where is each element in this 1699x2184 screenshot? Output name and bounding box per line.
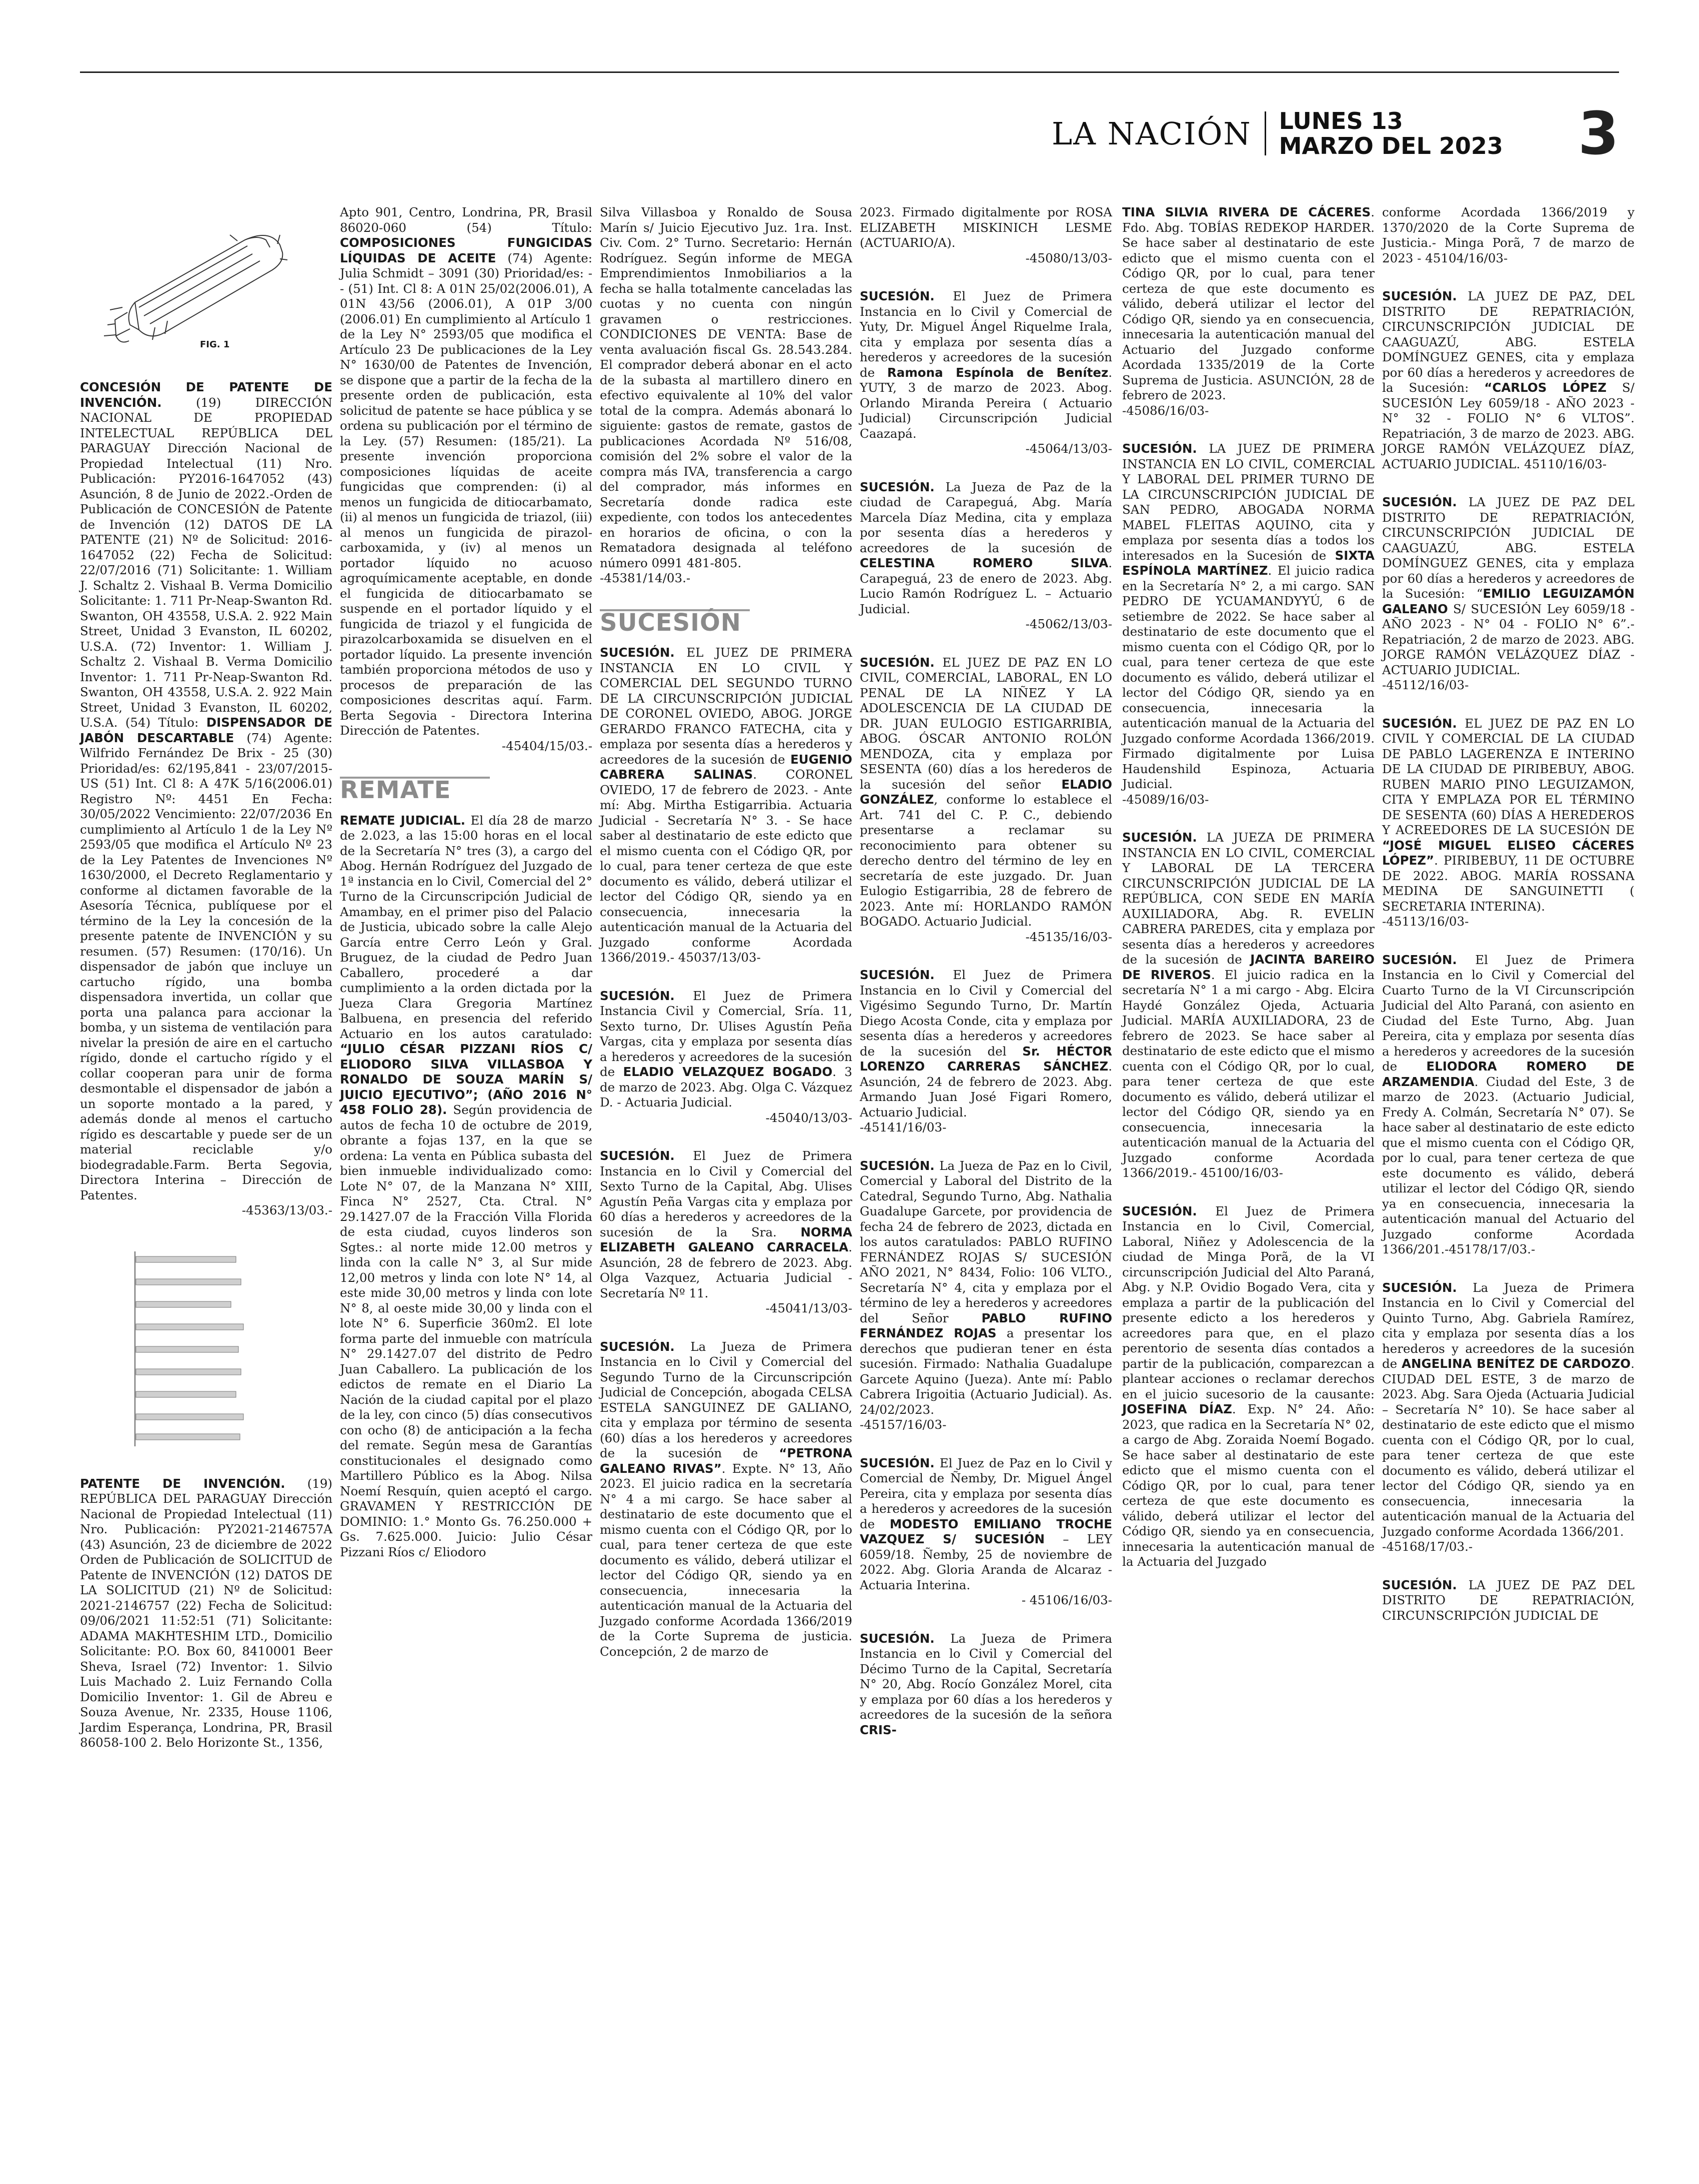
notice-sucesion: SUCESIÓN. LA JUEZ DE PAZ, DEL DISTRITO DE REPATRIACIÓN, CIRCUNSCRIPCIÓN JUDICIAL DE CAAGUAZÚ, ABG. ESTELA DOMÍNGUEZ GENES, cita y emplaza por 60 días a herederos y acreedores de la Sucesión: “CARLOS LÓPEZ S/ SUCESIÓN Ley 6059/18 - AÑO 2023 - N° 32 - FOLIO N° 6 VLTOS”. Repatriación, 3 de marzo de 2023. ABG. JORGE RAMÓN VELÁZQUEZ DÍAZ, ACTUARIO JUDICIAL. 45110/16/03- [1382, 289, 1635, 471]
notice-patent-application: PATENTE DE INVENCIÓN. (19) REPÚBLICA DEL PARAGUAY Dirección Nacional de Propiedad Intelectual (11) Nro. Publicación: PY2021-2146757A (43) Asunción, 23 de diciembre de 2022 Orden de Publicación de SOLICITUD de Patente de INVENCIÓN (12) DATOS DE LA SOLICITUD (21) Nº de Solicitud: 2021-2146757 (22) Fecha de Solicitud: 09/06/2021 11:52:51 (71) Solicitante: ADAMA MAKHTESHIM LTD., Domicilio Solicitante: P.O. Box 60, 8410001 Beer Sheva, Israel (72) Inventor: 1. Silvio Luis Machado 2. Luiz Fernando Colla Domicilio Inventor: 1. Gil de Abreu e Souza Avenue, Nr. 2335, House 1106, Jardim Esperança, Londrina, PR, Brasil 86058-100 2. Belo Horizonte St., 1356, [80, 1476, 332, 1750]
issue-date [1279, 108, 1503, 158]
notice-heading: PATENTE DE INVENCIÓN. [80, 1476, 285, 1491]
page-number: 3 [1578, 99, 1619, 168]
notice-heading: CONCESIÓN DE PATENTE DE INVENCIÓN. [80, 380, 332, 410]
notice-reference: -45157/16/03- [860, 1417, 947, 1432]
notice-reference: -45064/13/03- [1025, 441, 1112, 456]
section-heading-sucesion: SUCESIÓN [600, 609, 750, 631]
column-5 [1122, 205, 1375, 1593]
column-3 [600, 205, 852, 1682]
patent-figure-graphic [80, 1241, 332, 1456]
notice-reference: -45080/13/03- [1025, 250, 1112, 265]
notice-sucesion: SUCESIÓN. El Juez de Primera Instancia en lo Civil, Comercial, Laboral, Niñez y Adolescencia de la ciudad de Minga Porã, de la VI circunscripción Judicial del Alto Paraná, Abg. y N.P. Ovidio Bogado Vera, cita y emplaza a partir de la publicación del presente edicto a los herederos y acreedores para que, en el plazo perentorio de sesenta días contados a partir de la publicación, comparezcan a plantear acciones o reclamar derechos en el juicio sucesorio de la causante: JOSEFINA DÍAZ. Exp. N° 24. Año: 2023, que radica en la Secretaría N° 02, a cargo de Abg. Zoraida Noemí Bogado. Se hace saber al destinatario de este edicto que el mismo cuenta con el Código QR, por lo cual, para tener certeza de que este documento es válido, deberá utilizar el lector del Código QR, siendo ya en consecuencia, innecesaria la autenticación manual de la Actuaria del Juzgado [1122, 1203, 1375, 1569]
top-rule [80, 71, 1619, 73]
notice-sucesion: SUCESIÓN. La Jueza de Primera Instancia en lo Civil y Comercial del Décimo Turno de la Capital, Secretaría N° 20, Abg. Rocío González Morel, cita y emplaza por 60 días a los herederos y acreedores de la sucesión de la señora CRIS- [860, 1631, 1112, 1737]
column-4 [860, 205, 1112, 1761]
column-6 [1382, 205, 1635, 1646]
notice-reference: -45040/13/03- [765, 1110, 852, 1125]
notice-reference: -45363/13/03.- [241, 1203, 332, 1217]
notice-reference: -45062/13/03- [1025, 617, 1112, 631]
section-heading-remate: REMATE [340, 777, 490, 798]
notice-sucesion: SUCESIÓN. LA JUEZ DE PAZ DEL DISTRITO DE REPATRIACIÓN, CIRCUNSCRIPCIÓN JUDICIAL DE [1382, 1577, 1635, 1623]
notice-sucesion-cont: conforme Acordada 1366/2019 y 1370/2020 de la Corte Suprema de Justicia.- Minga Porã, 7 de marzo de 2023 - 45104/16/03- [1382, 205, 1635, 265]
notice-sucesion: SUCESIÓN. La Jueza de Primera Instancia en lo Civil y Comercial del Quinto Turno, Abg. Gabriela Ramírez, cita y emplaza por sesenta días a los herederos y acreedores de la sucesión de ANGELINA BENÍTEZ DE CARDOZO. CIUDAD DEL ESTE, 3 de marzo de 2023. Abg. Sara Ojeda (Actuaria Judicial – Secretaría N° 10). Se hace saber al destinatario de este edicto que el mismo cuenta con el Código QR, por lo cual, para tener certeza de que este documento es válido, deberá utilizar el lector del Código QR, siendo ya en consecuencia, innecesaria la autenticación manual de la Actuaria del Juzgado conforme Acordada 1366/201. -45168/17/03.- [1382, 1280, 1635, 1554]
notice-remate-judicial: REMATE JUDICIAL. El día 28 de marzo de 2.023, a las 15:00 horas en el local de la Secretaría N° tres (3), a cargo del Abog. Hernán Rodríguez del Juzgado de 1ª instancia en lo Civil, Comercial del 2° Turno de la Circunscripción Judicial de Amambay, en el primer piso del Palacio de Justicia, ubicado sobre la calle Alejo García entre Cerro León y Gral. Bruguez, de la ciudad de Pedro Juan Caballero, procederé a dar cumplimiento a la orden dictada por la Jueza Clara Gregoria Martínez Balbuena, en presencia del referido Actuario en los autos caratulado: “JULIO CÉSAR PIZZANI RÍOS C/ ELIODORO SILVA VILLASBOA Y RONALDO DE SOUZA MARÍN S/ JUICIO EJECUTIVO”; (AÑO 2016 N° 458 FOLIO 28). Según providencia de autos de fecha 10 de octubre de 2019, obrante a fojas 137, en la que se ordena: La venta en Pública subasta del bien inmueble individualizado como: Lote N° 07, de la Manzana N° XIII, Finca N° 2527, Cta. Ctral. N° 29.1427.07 de la Fracción Villa Florida de esta ciudad, cuyos linderos son Sgtes.: al norte mide 12.00 metros y linda con la calle N° 3, al Sur mide 12,00 metros y linda con lote N° 14, al este mide 30,00 metros y linda con lote N° 8, al oeste mide 30,00 y linda con el lote N° 6. Superficie 360m2. El lote forma parte del inmueble con matrícula N° 29.1427.07 del distrito de Pedro Juan Caballero. La publicación de los edictos de remate en el Diario La Nación de la ciudad capital por el plazo de la ley, con cinco (5) días consecutivos con ocho (8) de anticipación a la fecha del remate. Según mesa de Garantías constitucionales el designado como Martillero Público es la Abog. Nilsa Noemí Resquín, quien aceptó el cargo. GRAVAMEN Y RESTRICCIÓN DE DOMINIO: 1.° Monto Gs. 76.250.000 + Gs. 7.625.000. Juicio: Julio César Pizzani Ríos c/ Eliodoro [340, 813, 592, 1559]
column-1 [80, 205, 332, 1774]
notice-reference: -45041/13/03- [765, 1301, 852, 1315]
notice-heading: REMATE JUDICIAL. [340, 813, 465, 828]
notice-reference: -45089/16/03- [1122, 792, 1209, 807]
issue-month-year: MARZO DEL 2023 [1279, 132, 1503, 159]
notice-patent-application-cont: Apto 901, Centro, Londrina, PR, Brasil 86020-060 (54) Título: COMPOSICIONES FUNGICIDAS LÍQUIDAS DE ACEITE (74) Agente: Julia Schmidt – 3091 (30) Prioridad/es: -- (51) Int. Cl 8: A 01N 25/02(2006.01), A 01N 43/56 (2006.01), A 01P 3/00 (2006.01) En cumplimiento al Artículo 1 de la Ley N° 2593/05 que modifica el Artículo 23 De publicaciones de la Ley N° 1630/00 de Patentes de Invención, se dispone que a partir de la fecha de la presente orden de publicación, esta solicitud de patente se hace pública y se ordena su publicación por el término de la Ley. (57) Resumen: (185/21). La presente invención proporciona composiciones líquidas de aceite fungicidas que comprenden: (i) al menos un fungicida de ditiocarbamato, (ii) al menos un fungicida de triazol, (iii) al menos un fungicida de pirazol-carboxamida, y (iv) al menos un portador líquido no acuoso agroquímicamente aceptable, en donde el fungicida de ditiocarbamato se suspende en el portador líquido y el fungicida de triazol y el fungicida de pirazolcarboxamida se disuelven en el portador líquido. La presente invención también proporciona métodos de uso y procesos de preparación de las composiciones descritas aquí. Farm. Berta Segovia - Directora Interina Dirección de Patentes. -45404/15/03.- [340, 205, 592, 753]
notice-reference: -45112/16/03- [1382, 678, 1469, 692]
notice-sucesion: SUCESIÓN. El Juez de Primera Instancia en lo Civil y Comercial del Cuarto Turno de la VI Circunscripción Judicial del Alto Paraná, con asiento en Ciudad del Este Turno, Abg. Juan Pereira, cita y emplaza por sesenta días a herederos y acreedores de la sucesión de ELIODORA ROMERO DE ARZAMENDIA. Ciudad del Este, 3 de marzo de 2023. (Actuario Judicial, Fredy A. Colmán, Secretaría N° 07). Se hace saber al destinatario de este edicto que el mismo cuenta con el Código QR, por lo cual, para tener certeza de que este documento es válido, deberá utilizar el lector del Código QR, siendo ya en consecuencia, innecesaria la autenticación manual del Actuario del Juzgado conforme Acordada 1366/201.-45178/17/03.- [1382, 952, 1635, 1256]
notice-sucesion: SUCESIÓN. EL JUEZ DE PAZ EN LO CIVIL, COMERCIAL, LABORAL, EN LO PENAL DE LA NIÑEZ Y LA ADOLESCENCIA DE LA CIUDAD DE DR. JUAN EULOGIO ESTIGARRIBIA, ABOG. ÓSCAR ANTONIO ROLÓN MENDOZA, cita y emplaza por SESENTA (60) días a los herederos de la sucesión del señor ELADIO GONZÁLEZ, conforme lo establece el Art. 741 del C. P. C., debiendo presentarse a reclamar su reconocimiento para obtener su derecho dentro del término de ley en secretaría de este juzgado. Dr. Juan Eulogio Estigarribia, 28 de febrero de 2023. Ante mí: HORLANDO RAMÓN BOGADO. Actuario Judicial. -45135/16/03- [860, 655, 1112, 944]
masthead-divider [1265, 111, 1266, 155]
figure-label: FIG. 1 [200, 339, 230, 350]
issue-day: LUNES 13 [1279, 107, 1403, 134]
notice-reference: -45141/16/03- [860, 1120, 947, 1134]
notice-sucesion: SUCESIÓN. LA JUEZ DE PAZ DEL DISTRITO DE REPATRIACIÓN, CIRCUNSCRIPCIÓN JUDICIAL DE CAAGUAZÚ, ABG. ESTELA DOMÍNGUEZ GENES, cita y emplaza por 60 días a herederos y acreedores de la Sucesión: “EMILIO LEGUIZAMÓN GALEANO S/ SUCESIÓN Ley 6059/18 - AÑO 2023 - N° 04 - FOLIO N° 6”.- Repatriación, 2 de marzo de 2023. ABG. JORGE RAMÓN VELÁZQUEZ DÍAZ - ACTUARIO JUDICIAL. -45112/16/03- [1382, 495, 1635, 692]
notice-sucesion: SUCESIÓN. El Juez de Paz en lo Civil y Comercial de Ñemby, Dr. Miguel Ángel Pereira, cita y emplaza por sesenta días a herederos y acreedores de la sucesión de MODESTO EMILIANO TROCHE VAZQUEZ S/ SUCESIÓN – LEY 6059/18. Ñemby, 25 de noviembre de 2022. Abg. Gloria Aranda de Alcaraz - Actuaria Interina. - 45106/16/03- [860, 1455, 1112, 1607]
notice-reference: -45086/16/03- [1122, 403, 1209, 418]
notice-reference: - 45106/16/03- [1021, 1593, 1112, 1607]
patent-drawing-soap-dispenser [80, 205, 332, 370]
notice-sucesion: SUCESIÓN. LA JUEZ DE PRIMERA INSTANCIA EN LO CIVIL, COMERCIAL Y LABORAL DEL PRIMER TURNO DE LA CIRCUNSCRIPCIÓN JUDICIAL DE SAN PEDRO, ABOGADA NORMA MABEL FLEITAS AQUINO, cita y emplaza por sesenta días a todos los interesados en la Sucesión de SIXTA ESPÍNOLA MARTÍNEZ. El juicio radica en la Secretaría N° 2, a mi cargo. SAN PEDRO DE YCUAMANDYYÚ, 6 de setiembre de 2022. Se hace saber al destinatario de este documento que el mismo cuenta con el Código QR, por lo cual, para tener certeza de que este documento es válido, deberá utilizar el lector del Código QR, siendo ya en consecuencia, innecesaria la autenticación manual de la Actuaria del Juzgado conforme Acordada 1366/2019. Firmado digitalmente por Luisa Haudenshild Espinoza, Actuaria Judicial. -45089/16/03- [1122, 441, 1375, 807]
column-2 [340, 205, 592, 1583]
notice-reference: - 45104/16/03- [1417, 250, 1508, 265]
notice-reference: -45404/15/03.- [501, 738, 592, 753]
notice-remate-cont: Silva Villasboa y Ronaldo de Sousa Marín s/ Juicio Ejecutivo Juz. 1ra. Inst. Civ. Com. 2° Turno. Secretario: Hernán Rodríguez. Según informe de MEGA Emprendimientos Inmobiliarios a la fecha se halla totalmente canceladas las cuotas y no cuenta con ningún gravamen o restricciones. CONDICIONES DE VENTA: Base de venta avaluación fiscal Gs. 28.543.284. El comprador deberá abonar en el acto de la subasta al martillero dinero en efectivo equivalente al 10% del valor total de la compra. Además abonará lo siguiente: gastos de remate, gastos de publicaciones Acordada Nº 516/08, comisión del 2% sobre el valor de la compra más IVA, transferencia a cargo del comprador, más informes en Secretaría donde radica este expediente, con todos los antecedentes en horarios de oficina, o con la Rematadora designada al teléfono número 0991 481-805. -45381/14/03.- [600, 205, 852, 585]
notice-reference: -45381/14/03.- [600, 571, 691, 585]
notice-sucesion: SUCESIÓN. El Juez de Primera Instancia en lo Civil y Comercial de Yuty, Dr. Miguel Ángel Riquelme Irala, cita y emplaza por sesenta días a herederos y acreedores de la sucesión de Ramona Espínola de Benítez. YUTY, 3 de marzo de 2023. Abog. Orlando Miranda Pereira ( Actuario Judicial) Circunscripción Judicial Caazapá. -45064/13/03- [860, 289, 1112, 456]
notice-sucesion-cont: TINA SILVIA RIVERA DE CÁCERES. Fdo. Abg. TOBÍAS REDEKOP HARDER. Se hace saber al destinatario de este edicto que el mismo cuenta con el Código QR, por lo cual, para tener certeza de que este documento es válido, deberá utilizar el lector del Código QR, siendo ya en consecuencia, innecesaria la autenticación manual del Actuario del Juzgado conforme Acordada 1335/2019 de la Corte Suprema de Justicia. ASUNCIÓN, 28 de febrero de 2023. -45086/16/03- [1122, 205, 1375, 418]
notice-reference: -45113/16/03- [1382, 914, 1469, 929]
notice-sucesion-cont: 2023. Firmado digitalmente por ROSA ELIZABETH MISKINICH LESME (ACTUARIO/A). -45080/13/03- [860, 205, 1112, 265]
notice-sucesion: SUCESIÓN. El Juez de Primera Instancia Civil y Comercial, Sría. 11, Sexto turno, Dr. Ulises Agustín Peña Vargas, cita y emplaza por sesenta días a herederos y acreedores de la sucesión de ELADIO VELAZQUEZ BOGADO. 3 de marzo de 2023. Abg. Olga C. Vázquez D. - Actuaria Judicial. -45040/13/03- [600, 988, 852, 1125]
notice-reference: -45135/16/03- [1025, 929, 1112, 944]
notice-sucesion: SUCESIÓN. La Jueza de Paz de la ciudad de Carapeguá, Abg. María Marcela Díaz Medina, cita y emplaza por sesenta días a herederos y acreedores de la sucesión de CELESTINA ROMERO SILVA. Carapeguá, 23 de enero de 2023. Abg. Lucio Ramón Rodríguez L. – Actuario Judicial. -45062/13/03- [860, 479, 1112, 631]
notice-reference: -45168/17/03.- [1382, 1539, 1473, 1554]
masthead [1051, 99, 1619, 168]
notice-sucesion: SUCESIÓN. La Jueza de Paz en lo Civil, Comercial y Laboral del Distrito de la Catedral, Segundo Turno, Abg. Nathalia Guadalupe Garcete, por providencia de fecha 24 de febrero de 2023, dictada en los autos caratulados: PABLO RUFINO FERNÁNDEZ ROJAS S/ SUCESIÓN AÑO 2021, N° 8434, Folio: 106 VLTO., Secretaría N° 4, cita y emplaza por el término de ley a herederos y acreedores del Señor PABLO RUFINO FERNÁNDEZ ROJAS a presentar los derechos que pudieran tener en ésta sucesión. Firmado: Nathalia Guadalupe Garcete Aquino (Jueza). Ante mí: Pablo Cabrera Irigoitia (Actuario Judicial). As. 24/02/2023. -45157/16/03- [860, 1158, 1112, 1432]
notice-sucesion: SUCESIÓN. El Juez de Primera Instancia en lo Civil y Comercial del Sexto Turno de la Capital, Abg. Ulises Agustín Peña Vargas cita y emplaza por 60 días a herederos y acreedores de la sucesión de la Sra. NORMA ELIZABETH GALEANO CARRACELA. Asunción, 28 de febrero de 2023. Abg. Olga Vazquez, Actuaria Judicial - Secretaría Nº 11. -45041/13/03- [600, 1148, 852, 1315]
notice-sucesion: SUCESIÓN. LA JUEZA DE PRIMERA INSTANCIA EN LO CIVIL, COMERCIAL Y LABORAL DE LA TERCERA CIRCUNSCRIPCIÓN JUDICIAL DE LA REPÚBLICA, CON SEDE EN MARÍA AUXILIADORA, Abg. R. EVELIN CABRERA PAREDES, cita y emplaza por sesenta días a herederos y acreedores de la sucesión de JACINTA BAREIRO DE RIVEROS. El juicio radica en la secretaría N° 1 a mi cargo - Abg. Elcira Haydé González Ojeda, Actuaria Judicial. MARÍA AUXILIADORA, 23 de febrero de 2023. Se hace saber al destinatario de este edicto que el mismo cuenta con el Código QR, por lo cual, para tener certeza de que este documento es válido, deberá utilizar el lector del Código QR, siendo ya en consecuencia, innecesaria la autenticación manual de la Actuaria del Juzgado conforme Acordada 1366/2019.- 45100/16/03- [1122, 830, 1375, 1180]
notice-sucesion: SUCESIÓN. El Juez de Primera Instancia en lo Civil y Comercial del Vigésimo Segundo Turno, Dr. Martín Diego Acosta Conde, cita y emplaza por sesenta días a herederos y acreedores de la sucesión del Sr. HÉCTOR LORENZO CARRERAS SÁNCHEZ. Asunción, 24 de febrero de 2023. Abg. Armando Juan José Figari Romero, Actuario Judicial. -45141/16/03- [860, 968, 1112, 1134]
notice-sucesion: SUCESIÓN. EL JUEZ DE PAZ EN LO CIVIL Y COMERCIAL DE LA CIUDAD DE PABLO LAGERENZA E INTERINO DE LA CIUDAD DE PIRIBEBUY, ABOG. RUBEN MARIO PINO LEGUIZAMON, CITA Y EMPLAZA POR EL TÉRMINO DE SESENTA (60) DÍAS A HEREDEROS Y ACREEDORES DE LA SUCESIÓN DE “JOSÉ MIGUEL ELISEO CÁCERES LÓPEZ”. PIRIBEBUY, 11 DE OCTUBRE DE 2022. ABOG. MARÍA ROSSANA MEDINA DE SANGUINETTI ( SECRETARIA INTERINA). -45113/16/03- [1382, 716, 1635, 929]
notice-patent-concession: CONCESIÓN DE PATENTE DE INVENCIÓN. (19) DIRECCIÓN NACIONAL DE PROPIEDAD INTELECTUAL REPÚBLICA DEL PARAGUAY Dirección Nacional de Propiedad Intelectual (11) Nro. Publicación: PY2016-1647052 (43) Asunción, 8 de Junio de 2022.-Orden de Publicación de CONCESIÓN de Patente de Invención (12) DATOS DE LA PATENTE (21) Nº de Solicitud: 2016-1647052 (22) Fecha de Solicitud: 22/07/2016 (71) Solicitante: 1. William J. Schaltz 2. Vishaal B. Verma Domicilio Solicitante: 1. 711 Pr-Neap-Swanton Rd. Swanton, OH 43558, U.S.A. 2. 922 Main Street, Unidad 3 Evanston, IL 60202, U.S.A. (72) Inventor: 1. William J. Schaltz 2. Vishaal B. Verma Domicilio Inventor: 1. 711 Pr-Neap-Swanton Rd. Swanton, OH 43558, U.S.A. 2. 922 Main Street, Unidad 3 Evanston, IL 60202, U.S.A. (54) Título: DISPENSADOR DE JABÓN DESCARTABLE (74) Agente: Wilfrido Fernández De Brix - 25 (30) Prioridad/es: 62/195,841 - 23/07/2015- US (51) Int. Cl 8: A 47K 5/16(2006.01) Registro Nº: 4451 En Fecha: 30/05/2022 Vencimiento: 22/07/2036 En cumplimiento al Artículo 1 de la Ley Nº 2593/05 que modifica el Artículo Nº 23 de la Ley Patentes de Invenciones Nº 1630/2000, el Decreto Reglamentario y conforme al dictamen favorable de la Asesoría Técnica, publíquese por el término de la Ley la concesión de la presente patente de INVENCIÓN y su resumen. (57) Resumen: (170/16). Un dispensador de jabón que incluye un cartucho rígido, una bomba dispensadora invertida, un collar que porta una palanca para accionar la bomba, y un sistema de ventilación para nivelar la presión de aire en el cartucho rígido, donde el cartucho rígido y el collar cooperan para unir de forma desmontable el dispensador de jabón a un soporte montado a la pared, y además donde al menos el cartucho rígido es descartable y puede ser de un material reciclable y/o biodegradable.Farm. Berta Segovia, Directora Interina – Dirección de Patentes. -45363/13/03.- [80, 380, 332, 1217]
notice-sucesion: SUCESIÓN. La Jueza de Primera Instancia en lo Civil y Comercial del Segundo Turno de la Circunscripción Judicial de Concepción, abogada CELSA ESTELA SANGUINEZ DE GALIANO, cita y emplaza por término de sesenta (60) días a los herederos y acreedores de la sucesión de “PETRONA GALEANO RIVAS”. Expte. N° 13, Año 2023. El juicio radica en la secretaría N° 4 a mi cargo. Se hace saber al destinatario de este documento que el mismo cuenta con el Código QR, por lo cual, para tener certeza de que este documento es válido, deberá utilizar el lector del Código QR, siendo ya en consecuencia, innecesaria la autenticación manual de la Actuaria del Juzgado conforme Acordada 1366/2019 de la Corte Suprema de justicia. Concepción, 2 de marzo de [600, 1339, 852, 1659]
newspaper-logo: LA NACIÓN [1051, 115, 1252, 152]
patent-drawing-figure-2 [80, 1241, 332, 1456]
notice-sucesion: SUCESIÓN. EL JUEZ DE PRIMERA INSTANCIA EN LO CIVIL Y COMERCIAL DEL SEGUNDO TURNO DE LA CIRCUNSCRIPCIÓN JUDICIAL DE CORONEL OVIEDO, ABOG. JORGE GERARDO FRANCO FATECHA, cita y emplaza por sesenta días a herederos y acreedores de la sucesión de EUGENIO CABRERA SALINAS. CORONEL OVIEDO, 17 de febrero de 2023. - Ante mí: Abg. Mirtha Estigarribia. Actuaria Judicial - Secretaría N° 3. - Se hace saber al destinatario de este edicto que el mismo cuenta con el Código QR, por lo cual, para tener certeza de que este documento es válido, deberá utilizar el lector del Código QR, siendo ya en consecuencia, innecesaria la autenticación manual de la Actuaria del Juzgado conforme Acordada 1366/2019.- 45037/13/03- [600, 645, 852, 965]
